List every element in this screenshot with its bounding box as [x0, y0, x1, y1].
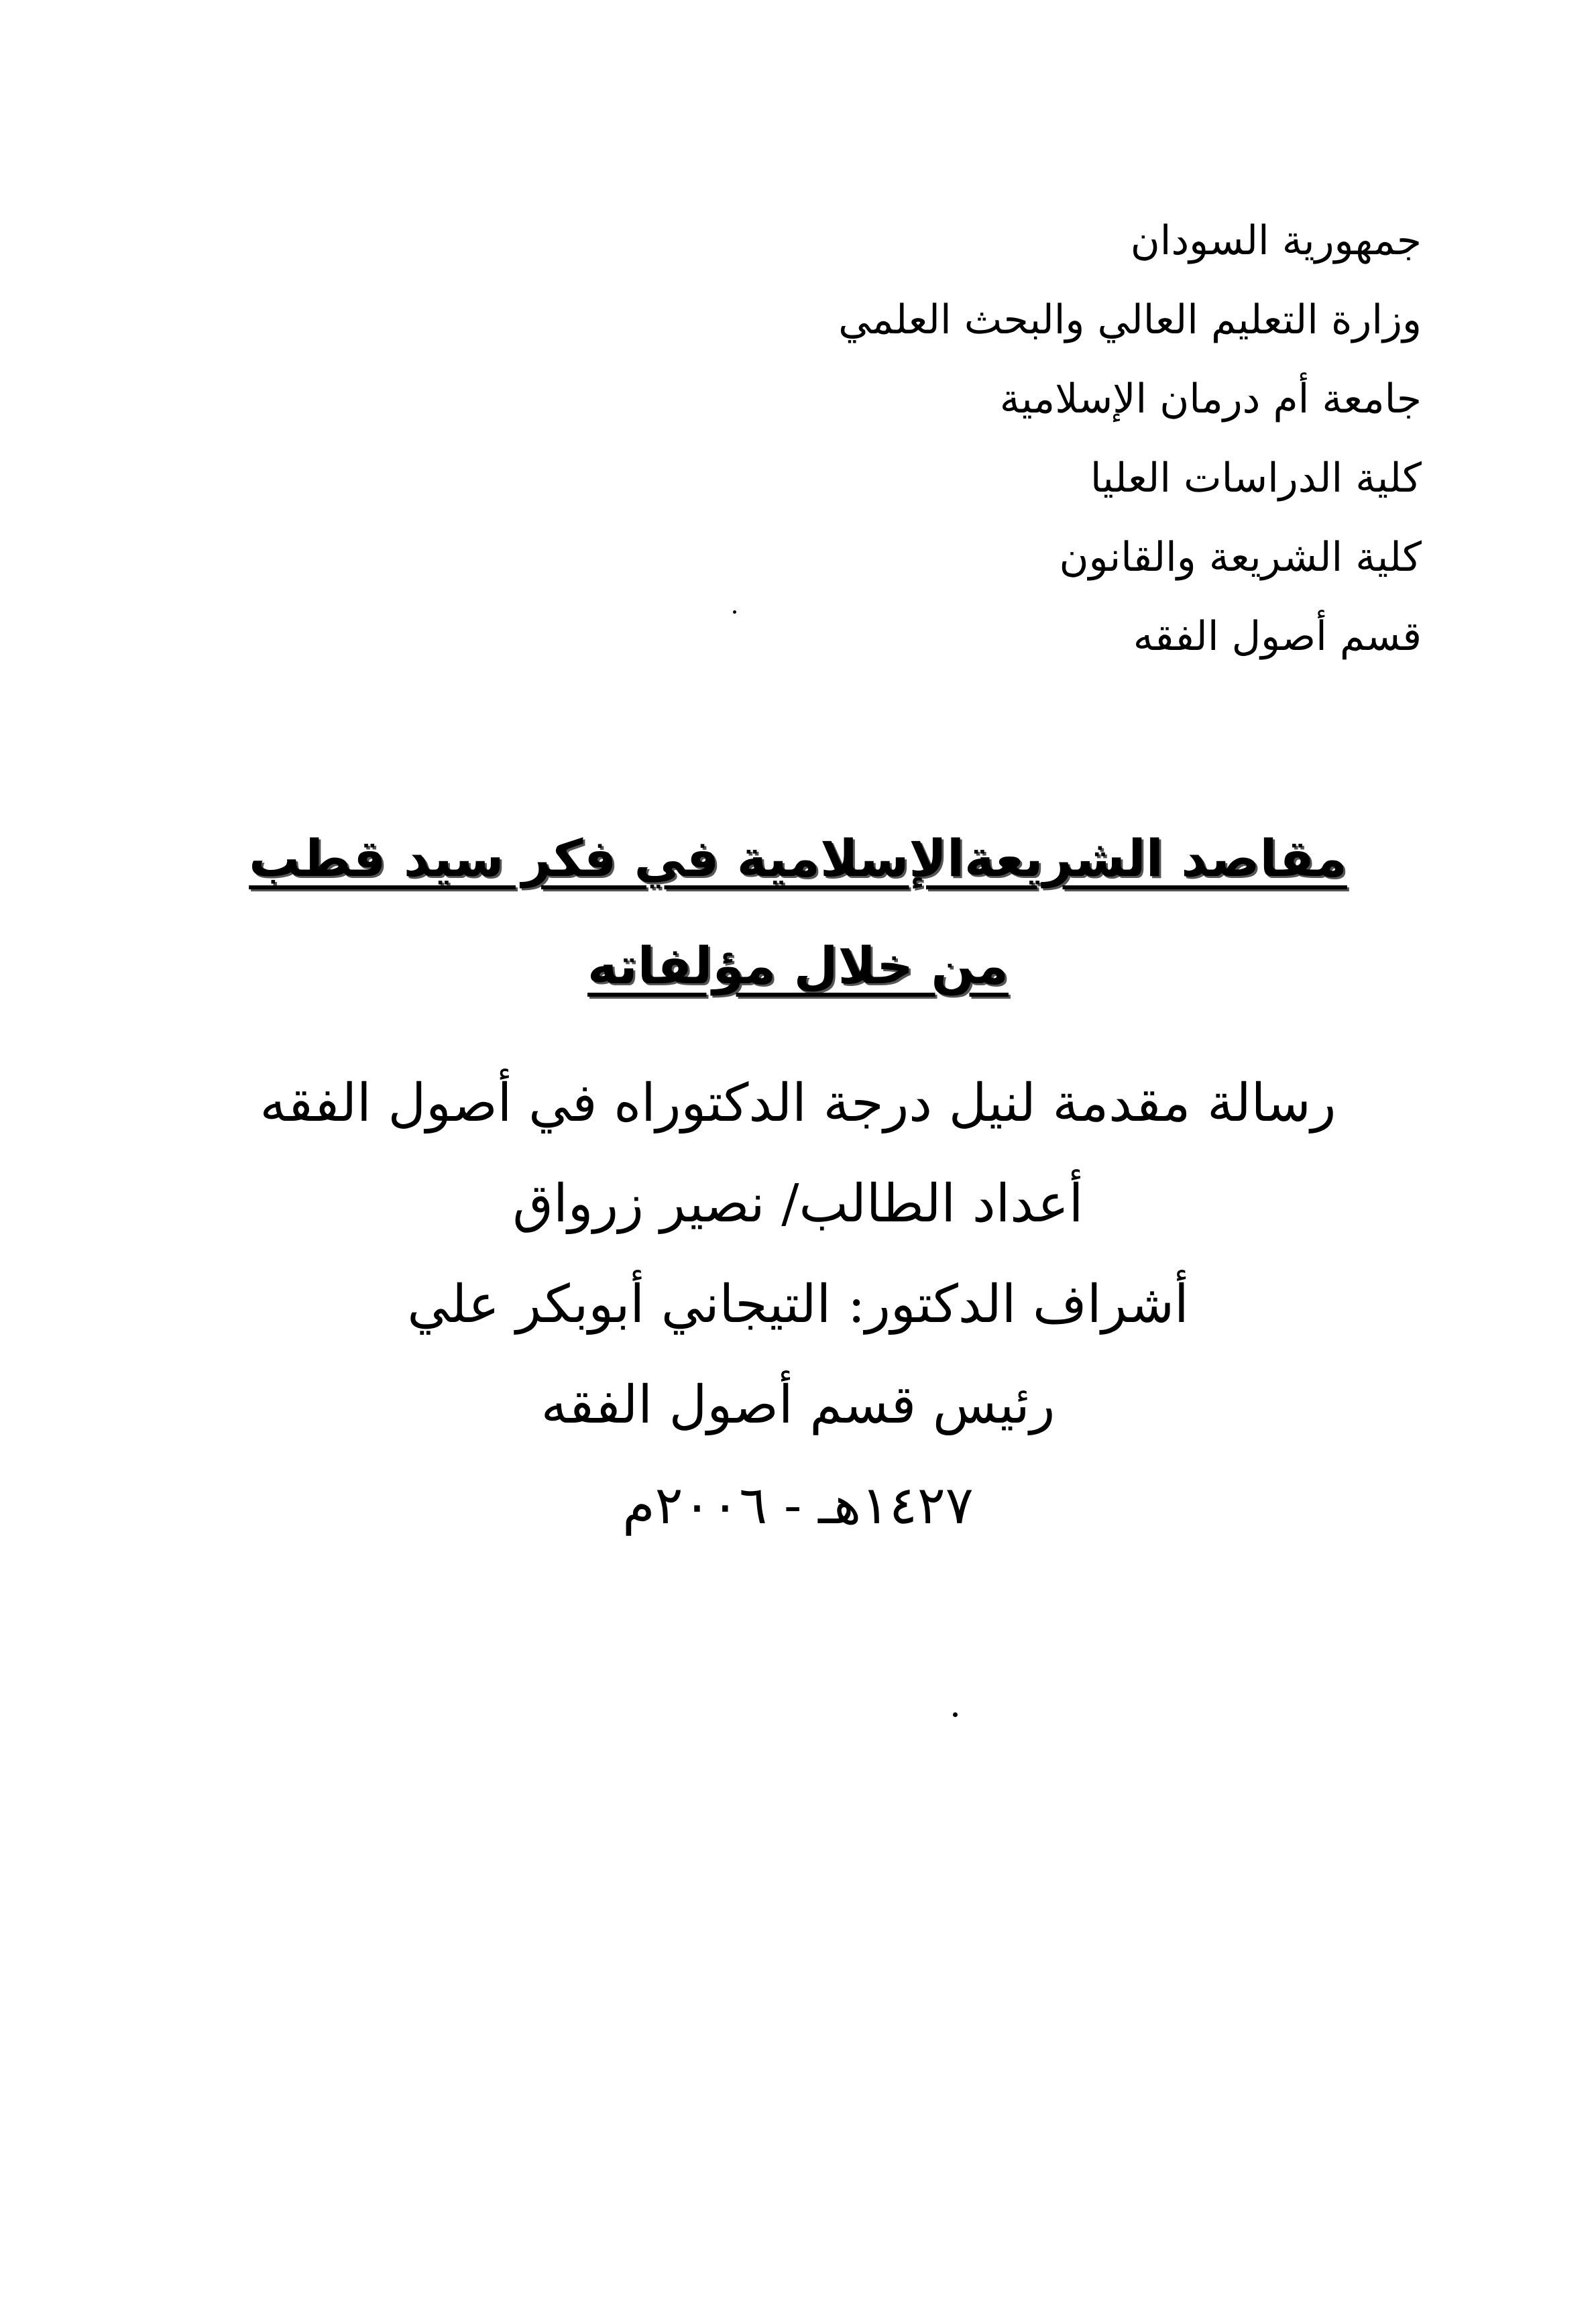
thesis-date: ١٤٢٧هـ - ٢٠٠٦م [622, 1476, 974, 1536]
supervisor-name: أشراف الدكتور: التيجاني أبوبكر علي [407, 1274, 1189, 1335]
thesis-title-line-1: مقاصد الشريعةالإسلامية في فكر سيد قطب [249, 828, 1347, 888]
scan-speck [733, 610, 736, 614]
scan-speck [953, 1712, 958, 1717]
university-name: جامعة أم درمان الإسلامية [999, 376, 1422, 423]
thesis-title-line-2: من خلال مؤلفاته [587, 936, 1009, 995]
ministry-name: وزارة التعليم العالي والبحث العلمي [838, 296, 1422, 343]
country-name: جمهورية السودان [1130, 217, 1422, 264]
student-name: أعداد الطالب/ نصير زرواق [512, 1174, 1084, 1234]
graduate-college-name: كلية الدراسات العليا [1090, 455, 1422, 502]
thesis-purpose: رسالة مقدمة لنيل درجة الدكتوراه في أصول الفقه [260, 1073, 1336, 1134]
thesis-title [0, 805, 1596, 1020]
supervisor-role: رئيس قسم أصول الفقه [540, 1375, 1056, 1435]
institution-header [751, 201, 1422, 676]
faculty-name: كلية الشريعة والقانون [1059, 534, 1422, 581]
department-name: قسم أصول الفقه [1133, 613, 1422, 660]
thesis-info [0, 1053, 1596, 1556]
